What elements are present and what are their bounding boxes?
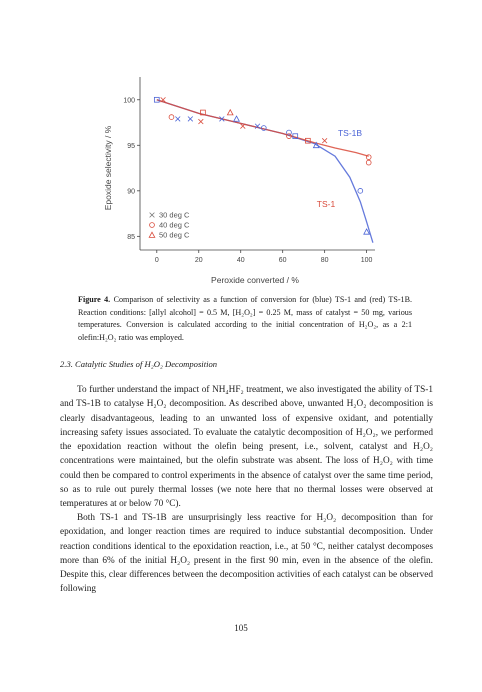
data-point-red xyxy=(169,115,174,120)
page-number: 105 xyxy=(234,623,248,633)
legend-marker xyxy=(149,232,155,237)
legend-marker xyxy=(150,213,155,218)
data-point-red xyxy=(322,138,327,143)
figure-caption xyxy=(78,294,412,344)
legend-marker xyxy=(150,223,155,228)
figure-caption-text: Comparison of selectivity as a function of conversion for (blue) TS-1 and (red) TS-1B. Reaction conditions: [allyl alcohol] = 0.5 M, [H₂O₂] = 0.25 M, mass of catalyst = 50 mg, various temperatures. Conversion is calculated according to the initial concentration of H₂O₂, as a 2:1 olefin:H₂O₂ ratio was employed. xyxy=(78,295,413,342)
legend-label: 30 deg C xyxy=(159,210,190,220)
x-tick-label: 40 xyxy=(236,257,245,264)
curve-label-ts-1b: TS-1B xyxy=(337,128,363,138)
data-point-red xyxy=(366,155,371,160)
data-point-red xyxy=(227,110,233,115)
data-point-blue xyxy=(358,188,363,193)
data-point-red xyxy=(198,119,203,124)
data-point-blue xyxy=(234,116,240,121)
legend-label: 50 deg C xyxy=(159,230,190,240)
y-tick-label: 90 xyxy=(127,188,135,196)
body-paragraph: Both TS-1 and TS-1B are unsurprisingly less reactive for H₂O₂ decomposition than for epoxidation, and longer reaction times are required to induce substantial decomposition. Under reaction conditions identical to the epoxidation reaction, i.e., at 50 °C, neither catalyst decomposes more than 6% of the initial H₂O₂ present in the first 90 min, even in the absence of the olefin. Despite this, clear differences between the decomposition activities of each catalyst can be observed following xyxy=(60,513,433,595)
body-paragraph: To further understand the impact of NH₄HF₂ treatment, we also investigated the ability of TS-1 and TS-1B to catalyse H₂O₂ decomposition. As described above, unwanted H₂O₂ decomposition is clearly disadvantageous, leading to an unwanted loss of expensive oxidant, and potentially increasing safety issues associated. To evaluate the catalytic decomposition of H₂O₂, we performed the epoxidation reaction without the olefin being present, i.e., solvent, catalyst and H₂O₂ concentrations were maintained, but the olefin substrate was absent. The loss of H₂O₂ with time could then be compared to control experiments in the absence of catalyst over the same time period, so as to rule out purely thermal losses (we note here that no thermal losses were observed at temperatures at or below 70 °C). xyxy=(60,385,433,509)
data-point-blue xyxy=(188,116,193,121)
y-axis-label: Epoxide selectivity / % xyxy=(103,125,113,211)
data-point-blue xyxy=(175,116,180,121)
selectivity-chart xyxy=(100,50,400,290)
data-point-red xyxy=(366,160,371,165)
x-tick-label: 100 xyxy=(360,257,373,264)
x-tick-label: 0 xyxy=(154,257,159,264)
fit-curve-red xyxy=(157,100,369,156)
y-tick-label: 95 xyxy=(127,142,135,150)
x-axis-label: Peroxide converted / % xyxy=(211,275,299,285)
y-tick-label: 85 xyxy=(127,233,135,241)
legend-label: 40 deg C xyxy=(159,220,190,230)
section-heading: 2.3. Catalytic Studies of H₂O₂ Decomposition xyxy=(60,359,218,369)
x-tick-label: 60 xyxy=(278,257,287,264)
x-tick-label: 80 xyxy=(320,257,329,264)
y-tick-label: 100 xyxy=(123,97,135,105)
x-tick-label: 20 xyxy=(194,257,203,264)
figure-caption-label: Figure 4. xyxy=(78,295,111,304)
curve-label-ts-1: TS-1 xyxy=(316,199,336,209)
